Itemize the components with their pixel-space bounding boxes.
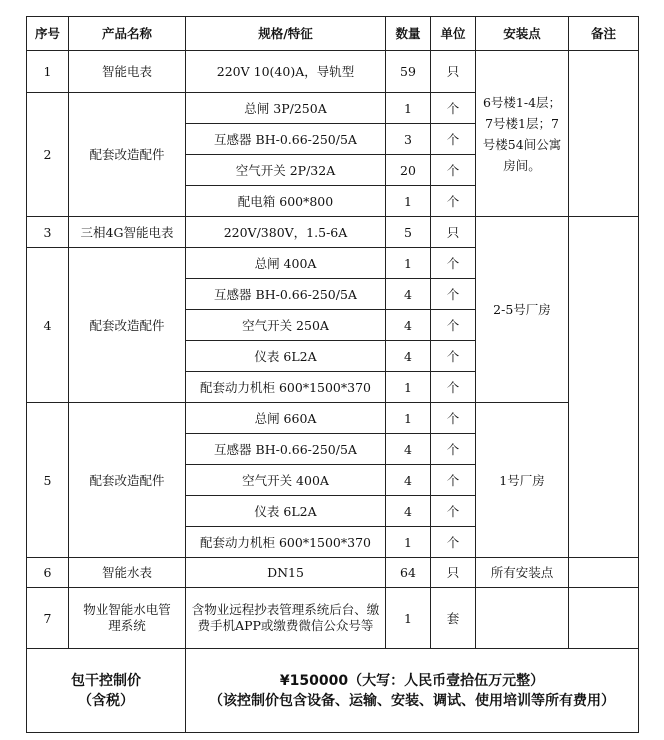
item-qty: 3 — [386, 124, 431, 155]
item-qty: 1 — [386, 588, 431, 649]
total-value-cell — [186, 649, 639, 733]
item-qty: 20 — [386, 155, 431, 186]
item-unit: 套 — [431, 588, 476, 649]
location-cell — [476, 588, 569, 649]
table-header-row — [27, 17, 639, 51]
item-spec: 空气开关 250A — [186, 310, 386, 341]
item-unit: 个 — [431, 248, 476, 279]
table-row — [27, 51, 639, 93]
item-unit: 个 — [431, 403, 476, 434]
item-qty: 59 — [386, 51, 431, 93]
item-spec: 互感器 BH-0.66-250/5A — [186, 124, 386, 155]
item-no: 3 — [27, 217, 69, 248]
header-qty: 数量 — [386, 17, 431, 51]
item-qty: 4 — [386, 465, 431, 496]
total-label: 包干控制价 — [71, 672, 141, 689]
item-unit: 个 — [431, 155, 476, 186]
location-cell: 1号厂房 — [476, 403, 569, 558]
item-unit: 个 — [431, 372, 476, 403]
item-name: 配套改造配件 — [69, 403, 186, 558]
location-cell: 所有安装点 — [476, 558, 569, 588]
item-unit: 个 — [431, 527, 476, 558]
header-no: 序号 — [27, 17, 69, 51]
item-qty: 1 — [386, 186, 431, 217]
price-table — [26, 16, 639, 733]
table-row — [27, 588, 639, 649]
item-no: 1 — [27, 51, 69, 93]
item-unit: 个 — [431, 93, 476, 124]
item-no: 5 — [27, 403, 69, 558]
header-product-name: 产品名称 — [69, 17, 186, 51]
remark-cell — [569, 217, 639, 558]
item-no: 2 — [27, 93, 69, 217]
item-name: 配套改造配件 — [69, 93, 186, 217]
location-cell: 2-5号厂房 — [476, 217, 569, 403]
remark-cell — [569, 588, 639, 649]
item-unit: 个 — [431, 496, 476, 527]
item-unit: 只 — [431, 51, 476, 93]
location-cell: 6号楼1-4层；7号楼1层；7号楼54间公寓房间。 — [476, 51, 569, 217]
item-spec: 空气开关 400A — [186, 465, 386, 496]
item-qty: 64 — [386, 558, 431, 588]
header-unit: 单位 — [431, 17, 476, 51]
item-qty: 4 — [386, 341, 431, 372]
item-spec: DN15 — [186, 558, 386, 588]
item-no: 6 — [27, 558, 69, 588]
item-spec: 空气开关 2P/32A — [186, 155, 386, 186]
item-qty: 1 — [386, 403, 431, 434]
item-qty: 1 — [386, 527, 431, 558]
item-name: 智能电表 — [69, 51, 186, 93]
item-unit: 个 — [431, 124, 476, 155]
total-price: ¥150000（大写：人民币壹拾伍万元整） — [279, 672, 545, 689]
item-spec: 配电箱 600*800 — [186, 186, 386, 217]
item-unit: 个 — [431, 310, 476, 341]
total-row — [27, 649, 639, 733]
table-row — [27, 558, 639, 588]
total-label-note: （含税） — [78, 692, 134, 709]
item-spec: 互感器 BH-0.66-250/5A — [186, 279, 386, 310]
item-unit: 个 — [431, 465, 476, 496]
item-name: 配套改造配件 — [69, 248, 186, 403]
remark-cell — [569, 51, 639, 217]
total-label-cell — [27, 649, 186, 733]
item-qty: 4 — [386, 496, 431, 527]
item-name: 三相4G智能电表 — [69, 217, 186, 248]
item-spec: 含物业远程抄表管理系统后台、缴费手机APP或缴费微信公众号等 — [186, 588, 386, 649]
item-no: 7 — [27, 588, 69, 649]
item-unit: 个 — [431, 279, 476, 310]
item-spec: 互感器 BH-0.66-250/5A — [186, 434, 386, 465]
item-spec: 220V/380V，1.5-6A — [186, 217, 386, 248]
item-spec: 配套动力机柜 600*1500*370 — [186, 527, 386, 558]
item-spec: 总闸 3P/250A — [186, 93, 386, 124]
item-qty: 4 — [386, 310, 431, 341]
item-qty: 1 — [386, 93, 431, 124]
item-spec: 配套动力机柜 600*1500*370 — [186, 372, 386, 403]
item-qty: 5 — [386, 217, 431, 248]
table-row — [27, 403, 639, 434]
total-price-note: （该控制价包含设备、运输、安装、调试、使用培训等所有费用） — [209, 692, 615, 709]
item-qty: 1 — [386, 248, 431, 279]
item-unit: 个 — [431, 434, 476, 465]
item-spec: 仪表 6L2A — [186, 341, 386, 372]
item-spec: 总闸 400A — [186, 248, 386, 279]
table-row — [27, 217, 639, 248]
item-qty: 4 — [386, 434, 431, 465]
item-unit: 只 — [431, 217, 476, 248]
item-qty: 4 — [386, 279, 431, 310]
item-unit: 只 — [431, 558, 476, 588]
item-spec: 总闸 660A — [186, 403, 386, 434]
item-no: 4 — [27, 248, 69, 403]
item-spec: 仪表 6L2A — [186, 496, 386, 527]
item-name: 智能水表 — [69, 558, 186, 588]
item-name: 物业智能水电管理系统 — [69, 588, 186, 649]
remark-cell — [569, 558, 639, 588]
item-qty: 1 — [386, 372, 431, 403]
item-unit: 个 — [431, 341, 476, 372]
item-spec: 220V 10(40)A，导轨型 — [186, 51, 386, 93]
header-spec: 规格/特征 — [186, 17, 386, 51]
header-remark: 备注 — [569, 17, 639, 51]
header-location: 安装点 — [476, 17, 569, 51]
item-unit: 个 — [431, 186, 476, 217]
